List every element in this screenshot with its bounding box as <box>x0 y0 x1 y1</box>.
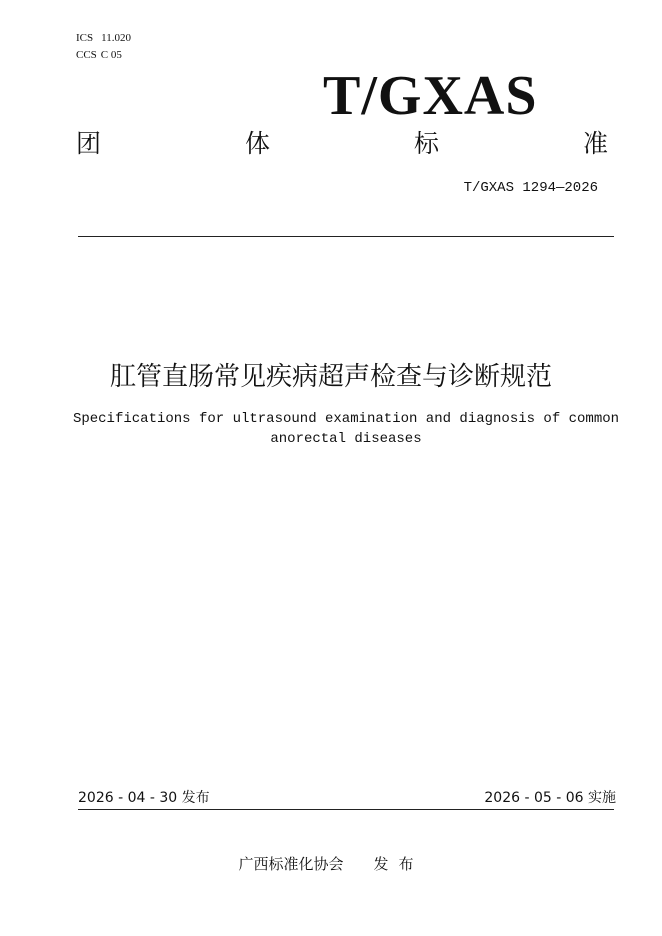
ics-code-line <box>76 32 131 45</box>
ics-code: 11.020 <box>101 32 131 44</box>
standard-type-char: 标 <box>413 129 439 158</box>
header-divider <box>78 236 614 237</box>
footer-divider <box>78 809 614 810</box>
implementation-date: 2026 - 05 - 06 实施 <box>484 790 616 806</box>
document-title-chinese: 肛管直肠常见疾病超声检查与诊断规范 <box>109 362 552 392</box>
standard-type-char: 体 <box>244 129 270 158</box>
standard-type-char: 团 <box>76 129 102 158</box>
publisher-name: 广西标准化协会 <box>238 855 344 873</box>
standard-type-char: 准 <box>582 129 608 158</box>
standard-type-heading <box>76 128 608 160</box>
standard-logo: T/GXAS <box>323 65 538 127</box>
ccs-label: CCS <box>76 49 97 61</box>
document-title-english: Specifications for ultrasound examination and diagnosis of common anorectal diseases <box>72 411 620 447</box>
release-date: 2026 - 04 - 30 发布 <box>78 790 210 806</box>
ccs-code-line <box>76 49 122 62</box>
standard-number: T/GXAS 1294—2026 <box>463 180 598 196</box>
ccs-code: C 05 <box>100 49 122 61</box>
ics-label: ICS <box>76 32 94 44</box>
publisher-line <box>0 854 662 874</box>
publisher-action: 发布 <box>373 855 424 873</box>
